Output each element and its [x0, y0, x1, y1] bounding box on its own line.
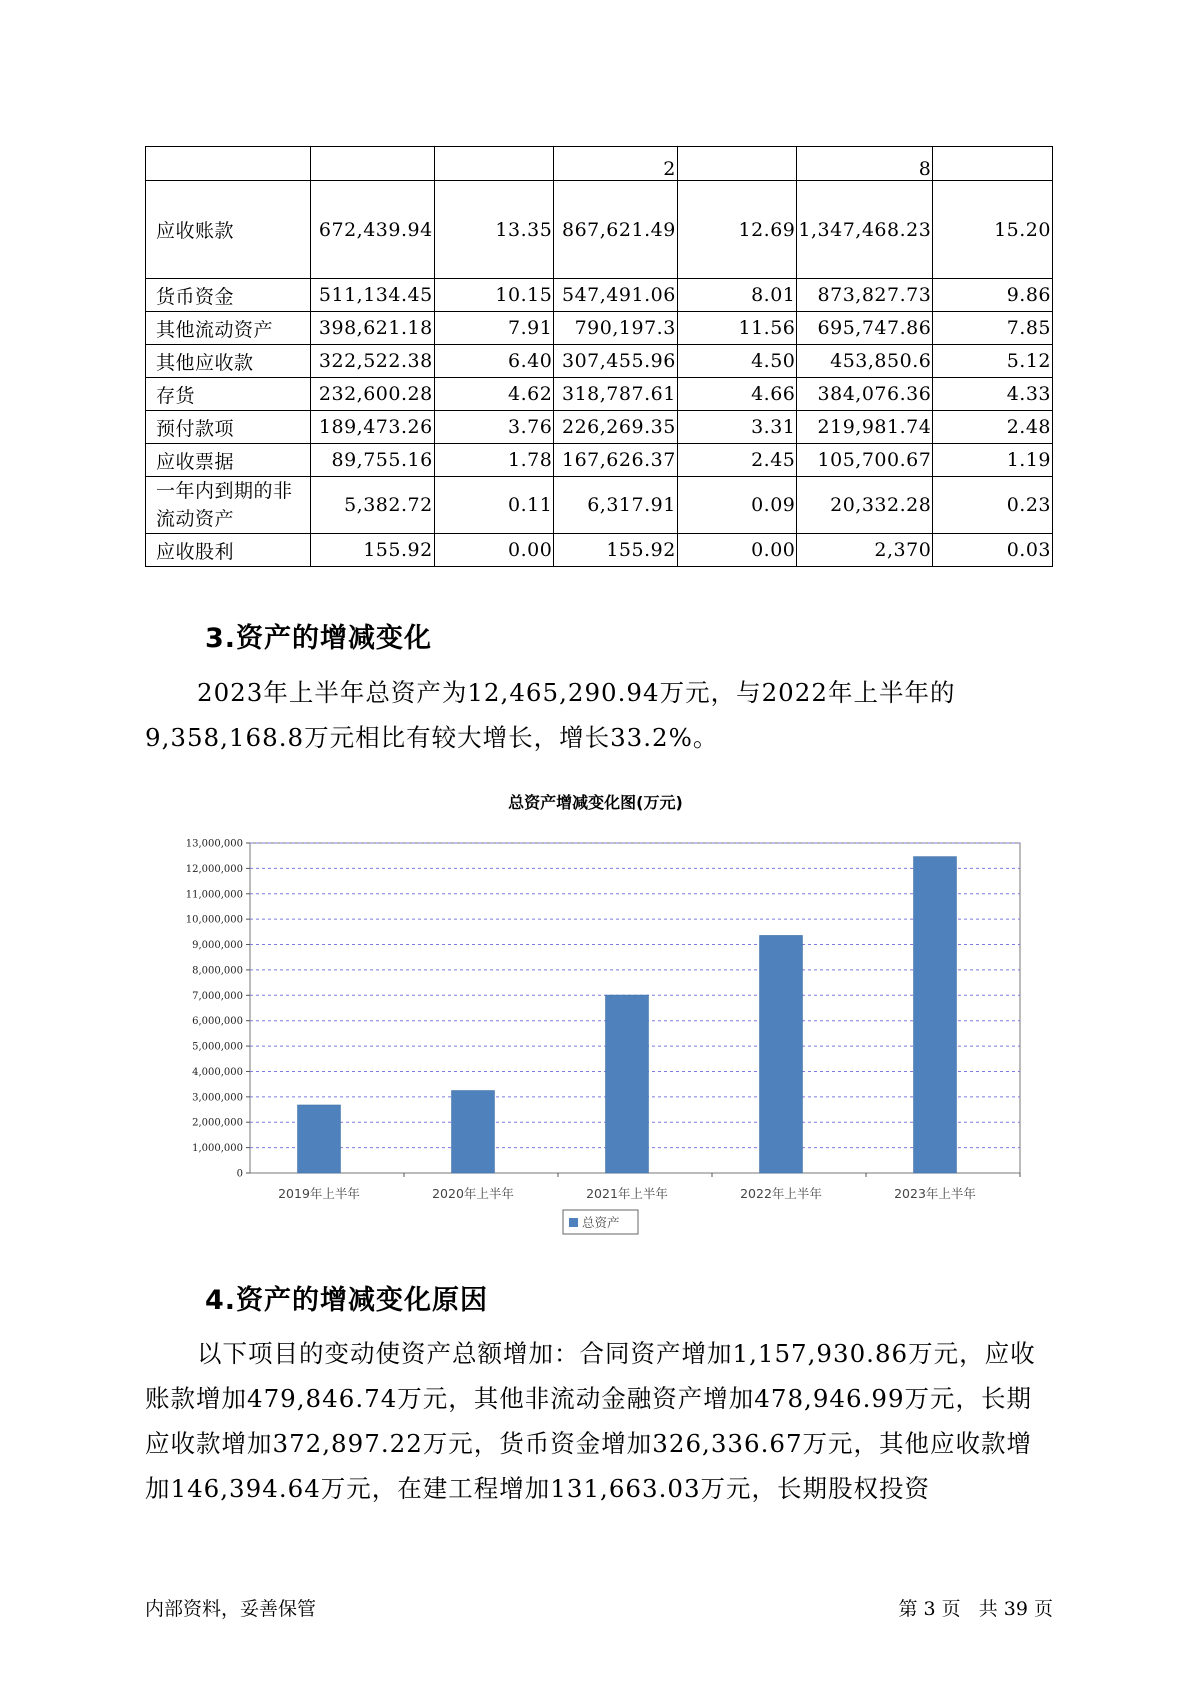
table-cell: 105,700.67 [797, 444, 933, 477]
chart-legend [563, 1210, 638, 1234]
row-label: 其他流动资产 [146, 312, 311, 345]
x-category-label: 2022年上半年 [740, 1186, 822, 1201]
table-row [146, 345, 1053, 378]
table-cell: 13.35 [434, 181, 554, 279]
y-tick-label: 1,000,000 [192, 1143, 243, 1155]
table-row [146, 444, 1053, 477]
table-cell: 873,827.73 [797, 279, 933, 312]
table-row [146, 534, 1053, 567]
row-label: 应收账款 [146, 181, 311, 279]
y-tick-label: 4,000,000 [192, 1066, 243, 1078]
table-cell: 672,439.94 [311, 181, 435, 279]
table-cell: 1.19 [933, 444, 1053, 477]
table-cell: 232,600.28 [311, 378, 435, 411]
y-tick-label: 8,000,000 [192, 965, 243, 977]
table-cell: 189,473.26 [311, 411, 435, 444]
y-tick-label: 5,000,000 [192, 1041, 243, 1053]
table-cell: 384,076.36 [797, 378, 933, 411]
row-label: 其他应收款 [146, 345, 311, 378]
table-cell [933, 147, 1053, 181]
bar [914, 857, 957, 1173]
y-tick-label: 13,000,000 [185, 838, 243, 850]
legend-swatch [569, 1218, 578, 1227]
section4-heading: 4.资产的增减变化原因 [205, 1285, 489, 1316]
legend-label: 总资产 [582, 1215, 620, 1230]
table-cell [434, 147, 554, 181]
table-row [146, 279, 1053, 312]
footer-confidential: 内部资料，妥善保管 [145, 1598, 317, 1620]
table-cell: 867,621.49 [554, 181, 678, 279]
table-cell: 219,981.74 [797, 411, 933, 444]
table-cell: 8 [797, 147, 933, 181]
table-cell: 1,347,468.23 [797, 181, 933, 279]
table-row [146, 411, 1053, 444]
table-cell: 0.00 [677, 534, 797, 567]
bar [452, 1091, 495, 1174]
bar [298, 1105, 341, 1173]
table-row [146, 147, 1053, 181]
table-cell: 226,269.35 [554, 411, 678, 444]
row-label: 预付款项 [146, 411, 311, 444]
y-tick-label: 10,000,000 [185, 914, 243, 926]
table-cell: 3.31 [677, 411, 797, 444]
row-label: 一年内到期的非流动资产 [146, 477, 311, 534]
table-cell: 10.15 [434, 279, 554, 312]
total-assets-chart [150, 818, 1030, 1258]
table-cell: 5,382.72 [311, 477, 435, 534]
y-tick-label: 9,000,000 [192, 940, 243, 952]
row-label: 应收票据 [146, 444, 311, 477]
table-cell: 7.91 [434, 312, 554, 345]
asset-table [145, 146, 1053, 567]
table-cell: 6.40 [434, 345, 554, 378]
table-cell: 0.11 [434, 477, 554, 534]
table-cell: 167,626.37 [554, 444, 678, 477]
table-cell: 4.33 [933, 378, 1053, 411]
table-cell: 3.76 [434, 411, 554, 444]
table-cell: 453,850.6 [797, 345, 933, 378]
chart-title: 总资产增减变化图(万元) [508, 793, 683, 812]
table-cell [311, 147, 435, 181]
table-cell: 1.78 [434, 444, 554, 477]
table-cell: 4.50 [677, 345, 797, 378]
section3-paragraph: 2023年上半年总资产为12,465,290.94万元，与2022年上半年的9,358,168.8万元相比有较大增长，增长33.2%。 [145, 678, 956, 752]
table-cell: 7.85 [933, 312, 1053, 345]
table-cell: 307,455.96 [554, 345, 678, 378]
table-cell: 155.92 [554, 534, 678, 567]
y-tick-label: 7,000,000 [192, 990, 243, 1002]
bar [606, 995, 649, 1173]
table-cell: 790,197.3 [554, 312, 678, 345]
footer-page-number: 第 3 页 共 39 页 [898, 1598, 1053, 1620]
table-row [146, 378, 1053, 411]
table-cell [677, 147, 797, 181]
table-cell: 11.56 [677, 312, 797, 345]
table-cell: 322,522.38 [311, 345, 435, 378]
table-cell: 4.62 [434, 378, 554, 411]
table-cell: 0.23 [933, 477, 1053, 534]
y-tick-label: 2,000,000 [192, 1117, 243, 1129]
x-category-label: 2020年上半年 [432, 1186, 514, 1201]
table-cell: 695,747.86 [797, 312, 933, 345]
table-cell: 89,755.16 [311, 444, 435, 477]
table-row [146, 312, 1053, 345]
x-category-label: 2023年上半年 [894, 1186, 976, 1201]
table-cell: 318,787.61 [554, 378, 678, 411]
row-label: 货币资金 [146, 279, 311, 312]
table-cell: 15.20 [933, 181, 1053, 279]
table-cell: 511,134.45 [311, 279, 435, 312]
table-cell: 5.12 [933, 345, 1053, 378]
table-cell: 0.00 [434, 534, 554, 567]
table-cell: 0.03 [933, 534, 1053, 567]
y-tick-label: 0 [236, 1168, 243, 1180]
table-cell: 6,317.91 [554, 477, 678, 534]
table-cell: 8.01 [677, 279, 797, 312]
x-category-label: 2019年上半年 [278, 1186, 360, 1201]
section4-paragraph: 以下项目的变动使资产总额增加：合同资产增加1,157,930.86万元，应收账款增加479,846.74万元，其他非流动金融资产增加478,946.99万元，长期应收款增加372,897.22万元，货币资金增加326,336.67万元，其他应收款增加146,394.64万元，在建工程增加131,663.03万元，长期股权投资 [145, 1339, 1036, 1503]
y-tick-label: 11,000,000 [185, 889, 243, 901]
y-tick-label: 6,000,000 [192, 1016, 243, 1028]
table-cell: 2 [554, 147, 678, 181]
y-tick-label: 12,000,000 [185, 863, 243, 875]
x-category-label: 2021年上半年 [586, 1186, 668, 1201]
table-row [146, 181, 1053, 279]
row-label: 应收股利 [146, 534, 311, 567]
row-label: 存货 [146, 378, 311, 411]
table-cell: 547,491.06 [554, 279, 678, 312]
row-label [146, 147, 311, 181]
table-cell: 398,621.18 [311, 312, 435, 345]
table-cell: 9.86 [933, 279, 1053, 312]
table-cell: 0.09 [677, 477, 797, 534]
table-cell: 2.48 [933, 411, 1053, 444]
table-row [146, 477, 1053, 534]
table-cell: 155.92 [311, 534, 435, 567]
section3-heading: 3.资产的增减变化 [205, 623, 433, 654]
table-cell: 2,370 [797, 534, 933, 567]
table-cell: 2.45 [677, 444, 797, 477]
y-tick-label: 3,000,000 [192, 1092, 243, 1104]
table-cell: 4.66 [677, 378, 797, 411]
table-cell: 20,332.28 [797, 477, 933, 534]
table-cell: 12.69 [677, 181, 797, 279]
bar [760, 935, 803, 1173]
